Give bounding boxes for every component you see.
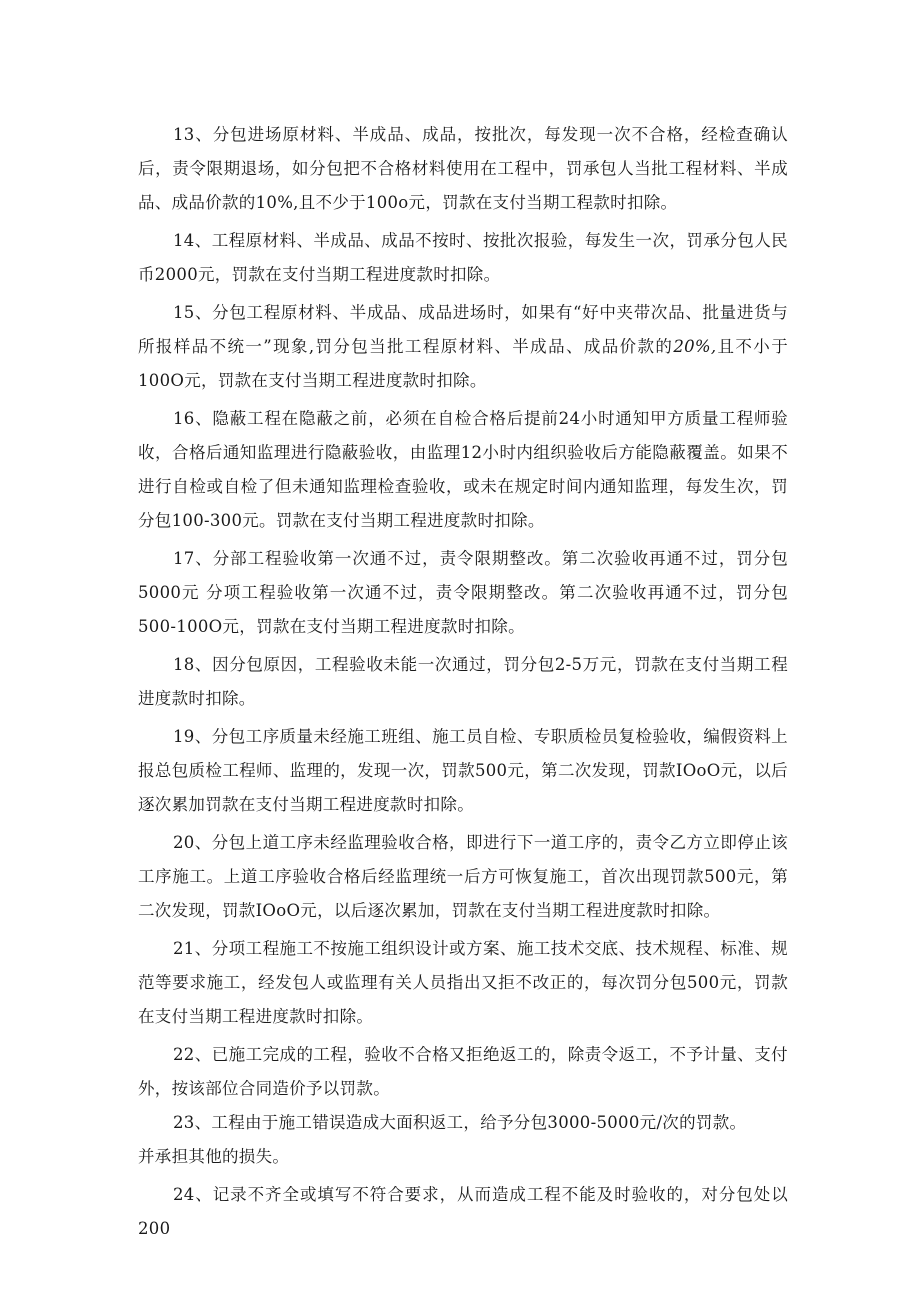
paragraph-23-continuation: 并承担其他的损失。 bbox=[138, 1147, 290, 1166]
paragraph-13: 13、分包进场原材料、半成品、成品，按批次，每发现一次不合格，经检查确认后，责令限期退场，如分包把不合格材料使用在工程中，罚承包人当批工程材料、半成品、成品价款的10%,且不少于100o元，罚款在支付当期工程款时扣除。 bbox=[138, 125, 788, 212]
paragraph-22: 22、已施工完成的工程，验收不合格又拒绝返工的，除责令返工，不予计量、支付外，按该部位合同造价予以罚款。 bbox=[138, 1045, 788, 1098]
paragraph-23: 23、工程由于施工错误造成大面积返工，给予分包3000-5000元/次的罚款。 bbox=[173, 1113, 747, 1132]
paragraph-18: 18、因分包原因，工程验收未能一次通过，罚分包2-5万元，罚款在支付当期工程进度款时扣除。 bbox=[138, 655, 788, 708]
paragraph-15-text-c: 且不小于100O元，罚款在支付当期工程进度款时扣除。 bbox=[138, 337, 789, 390]
paragraph-21: 21、分项工程施工不按施工组织设计或方案、施工技术交底、技术规程、标准、规范等要求施工，经发包人或监理有关人员指出又拒不改正的，每次罚分包500元，罚款在支付当期工程进度款时扣除。 bbox=[138, 939, 788, 1026]
paragraph-19: 19、分包工序质量未经施工班组、施工员自检、专职质检员复检验收，编假资料上报总包质检工程师、监理的，发现一次，罚款500元，第二次发现，罚款IOoO元，以后逐次累加罚款在支付当期工程进度款时扣除。 bbox=[138, 727, 788, 814]
paragraph-20: 20、分包上道工序未经监理验收合格，即进行下一道工序的，责令乙方立即停止该工序施工。上道工序验收合格后经监理统一后方可恢复施工，首次出现罚款500元，第二次发现，罚款IOoO元，以后逐次累加，罚款在支付当期工程进度款时扣除。 bbox=[138, 833, 788, 920]
paragraph-15 bbox=[138, 296, 788, 398]
paragraph-16: 16、隐蔽工程在隐蔽之前，必须在自检合格后提前24小时通知甲方质量工程师验收，合格后通知监理进行隐蔽验收，由监理12小时内组织验收后方能隐蔽覆盖。如果不进行自检或自检了但未通知监理检查验收，或未在规定时间内通知监理，每发生次，罚分包100-300元。罚款在支付当期工程进度款时扣除。 bbox=[138, 409, 788, 530]
paragraph-17: 17、分部工程验收第一次通不过，责令限期整改。第二次验收再通不过，罚分包5000元 分项工程验收第一次通不过，责令限期整改。第二次验收再通不过，罚分包500-100O元，罚款在支付当期工程进度款时扣除。 bbox=[138, 549, 788, 636]
paragraph-15-text-a: 15、分包工程原材料、半成品、成品进场时，如果有“好中夹带次品、批量进货与所报样品不统一”现象,罚分包当批工程原材料、半成品、成品价款的 bbox=[138, 303, 788, 356]
document-body bbox=[138, 118, 788, 1250]
paragraph-24: 24、记录不齐全或填写不符合要求，从而造成工程不能及时验收的，对分包处以200 bbox=[138, 1185, 788, 1238]
paragraph-15-italic-percent: 20%, bbox=[673, 337, 717, 356]
paragraph-14: 14、工程原材料、半成品、成品不按时、按批次报验，每发生一次，罚承分包人民币2000元，罚款在支付当期工程进度款时扣除。 bbox=[138, 231, 788, 284]
